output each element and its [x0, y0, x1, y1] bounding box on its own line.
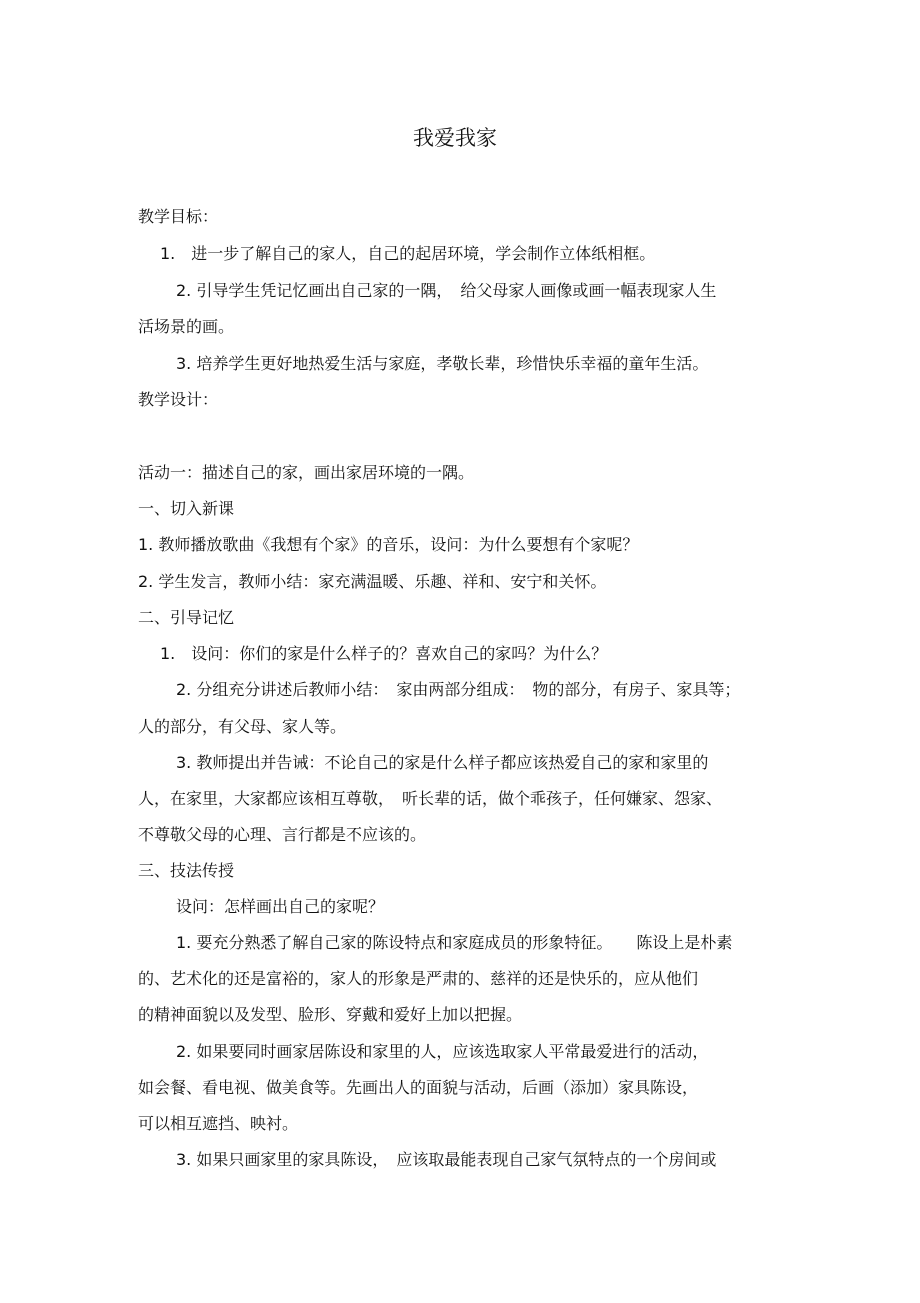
- paragraph-line: 如会餐、看电视、做美食等。先画出人的面貌与活动，后画（添加）家具陈设，: [138, 1078, 699, 1097]
- goal-item-3: 3. 培养学生更好地热爱生活与家庭，孝敬长辈，珍惜快乐幸福的童年生活。: [176, 354, 709, 373]
- paragraph-line: 的精神面貌以及发型、脸形、穿戴和爱好上加以把握。: [138, 1005, 523, 1024]
- goal-item-2: 2. 引导学生凭记忆画出自己家的一隅， 给父母家人画像或画一幅表现家人生: [176, 281, 717, 300]
- heading-teaching-design: 教学设计：: [138, 390, 219, 409]
- paragraph-line: 可以相互遮挡、映衬。: [138, 1114, 299, 1133]
- paragraph-line: 1. 教师播放歌曲《我想有个家》的音乐，设问：为什么要想有个家呢？: [138, 535, 639, 554]
- paragraph-line: 2. 分组充分讲述后教师小结： 家由两部分组成： 物的部分，有房子、家具等；: [176, 680, 741, 699]
- goal-item-1: 1. 进一步了解自己的家人，自己的起居环境，学会制作立体纸相框。: [160, 244, 656, 263]
- paragraph-line: 设问：怎样画出自己的家呢？: [176, 897, 385, 916]
- page-title: 我爱我家: [413, 126, 497, 150]
- goal-item-2-continued: 活场景的画。: [138, 317, 235, 336]
- paragraph-line: 人，在家里，大家都应该相互尊敬， 听长辈的话，做个乖孩子，任何嫌家、怨家、: [138, 789, 723, 808]
- paragraph-line: 2. 学生发言，教师小结：家充满温暖、乐趣、祥和、安宁和关怀。: [138, 572, 607, 591]
- paragraph-line: 不尊敬父母的心理、言行都是不应该的。: [138, 825, 427, 844]
- paragraph-line: 的、艺术化的还是富裕的，家人的形象是严肃的、慈祥的还是快乐的，应从他们: [138, 969, 699, 988]
- paragraph-line: 1. 要充分熟悉了解自己家的陈设特点和家庭成员的形象特征。 陈设上是朴素: [176, 933, 733, 952]
- activity-one-heading: 活动一：描述自己的家，画出家居环境的一隅。: [138, 463, 475, 482]
- section-heading-3: 三、技法传授: [138, 861, 235, 880]
- paragraph-line: 人的部分，有父母、家人等。: [138, 717, 347, 736]
- paragraph-line: 3. 如果只画家里的家具陈设， 应该取最能表现自己家气氛特点的一个房间或: [176, 1150, 717, 1169]
- paragraph-line: 1. 设问：你们的家是什么样子的？喜欢自己的家吗？为什么？: [160, 644, 608, 663]
- section-heading-1: 一、切入新课: [138, 499, 235, 518]
- heading-teaching-goals: 教学目标：: [138, 207, 219, 226]
- paragraph-line: 3. 教师提出并告诫：不论自己的家是什么样子都应该热爱自己的家和家里的: [176, 753, 709, 772]
- paragraph-line: 2. 如果要同时画家居陈设和家里的人，应该选取家人平常最爱进行的活动，: [176, 1042, 709, 1061]
- section-heading-2: 二、引导记忆: [138, 608, 235, 627]
